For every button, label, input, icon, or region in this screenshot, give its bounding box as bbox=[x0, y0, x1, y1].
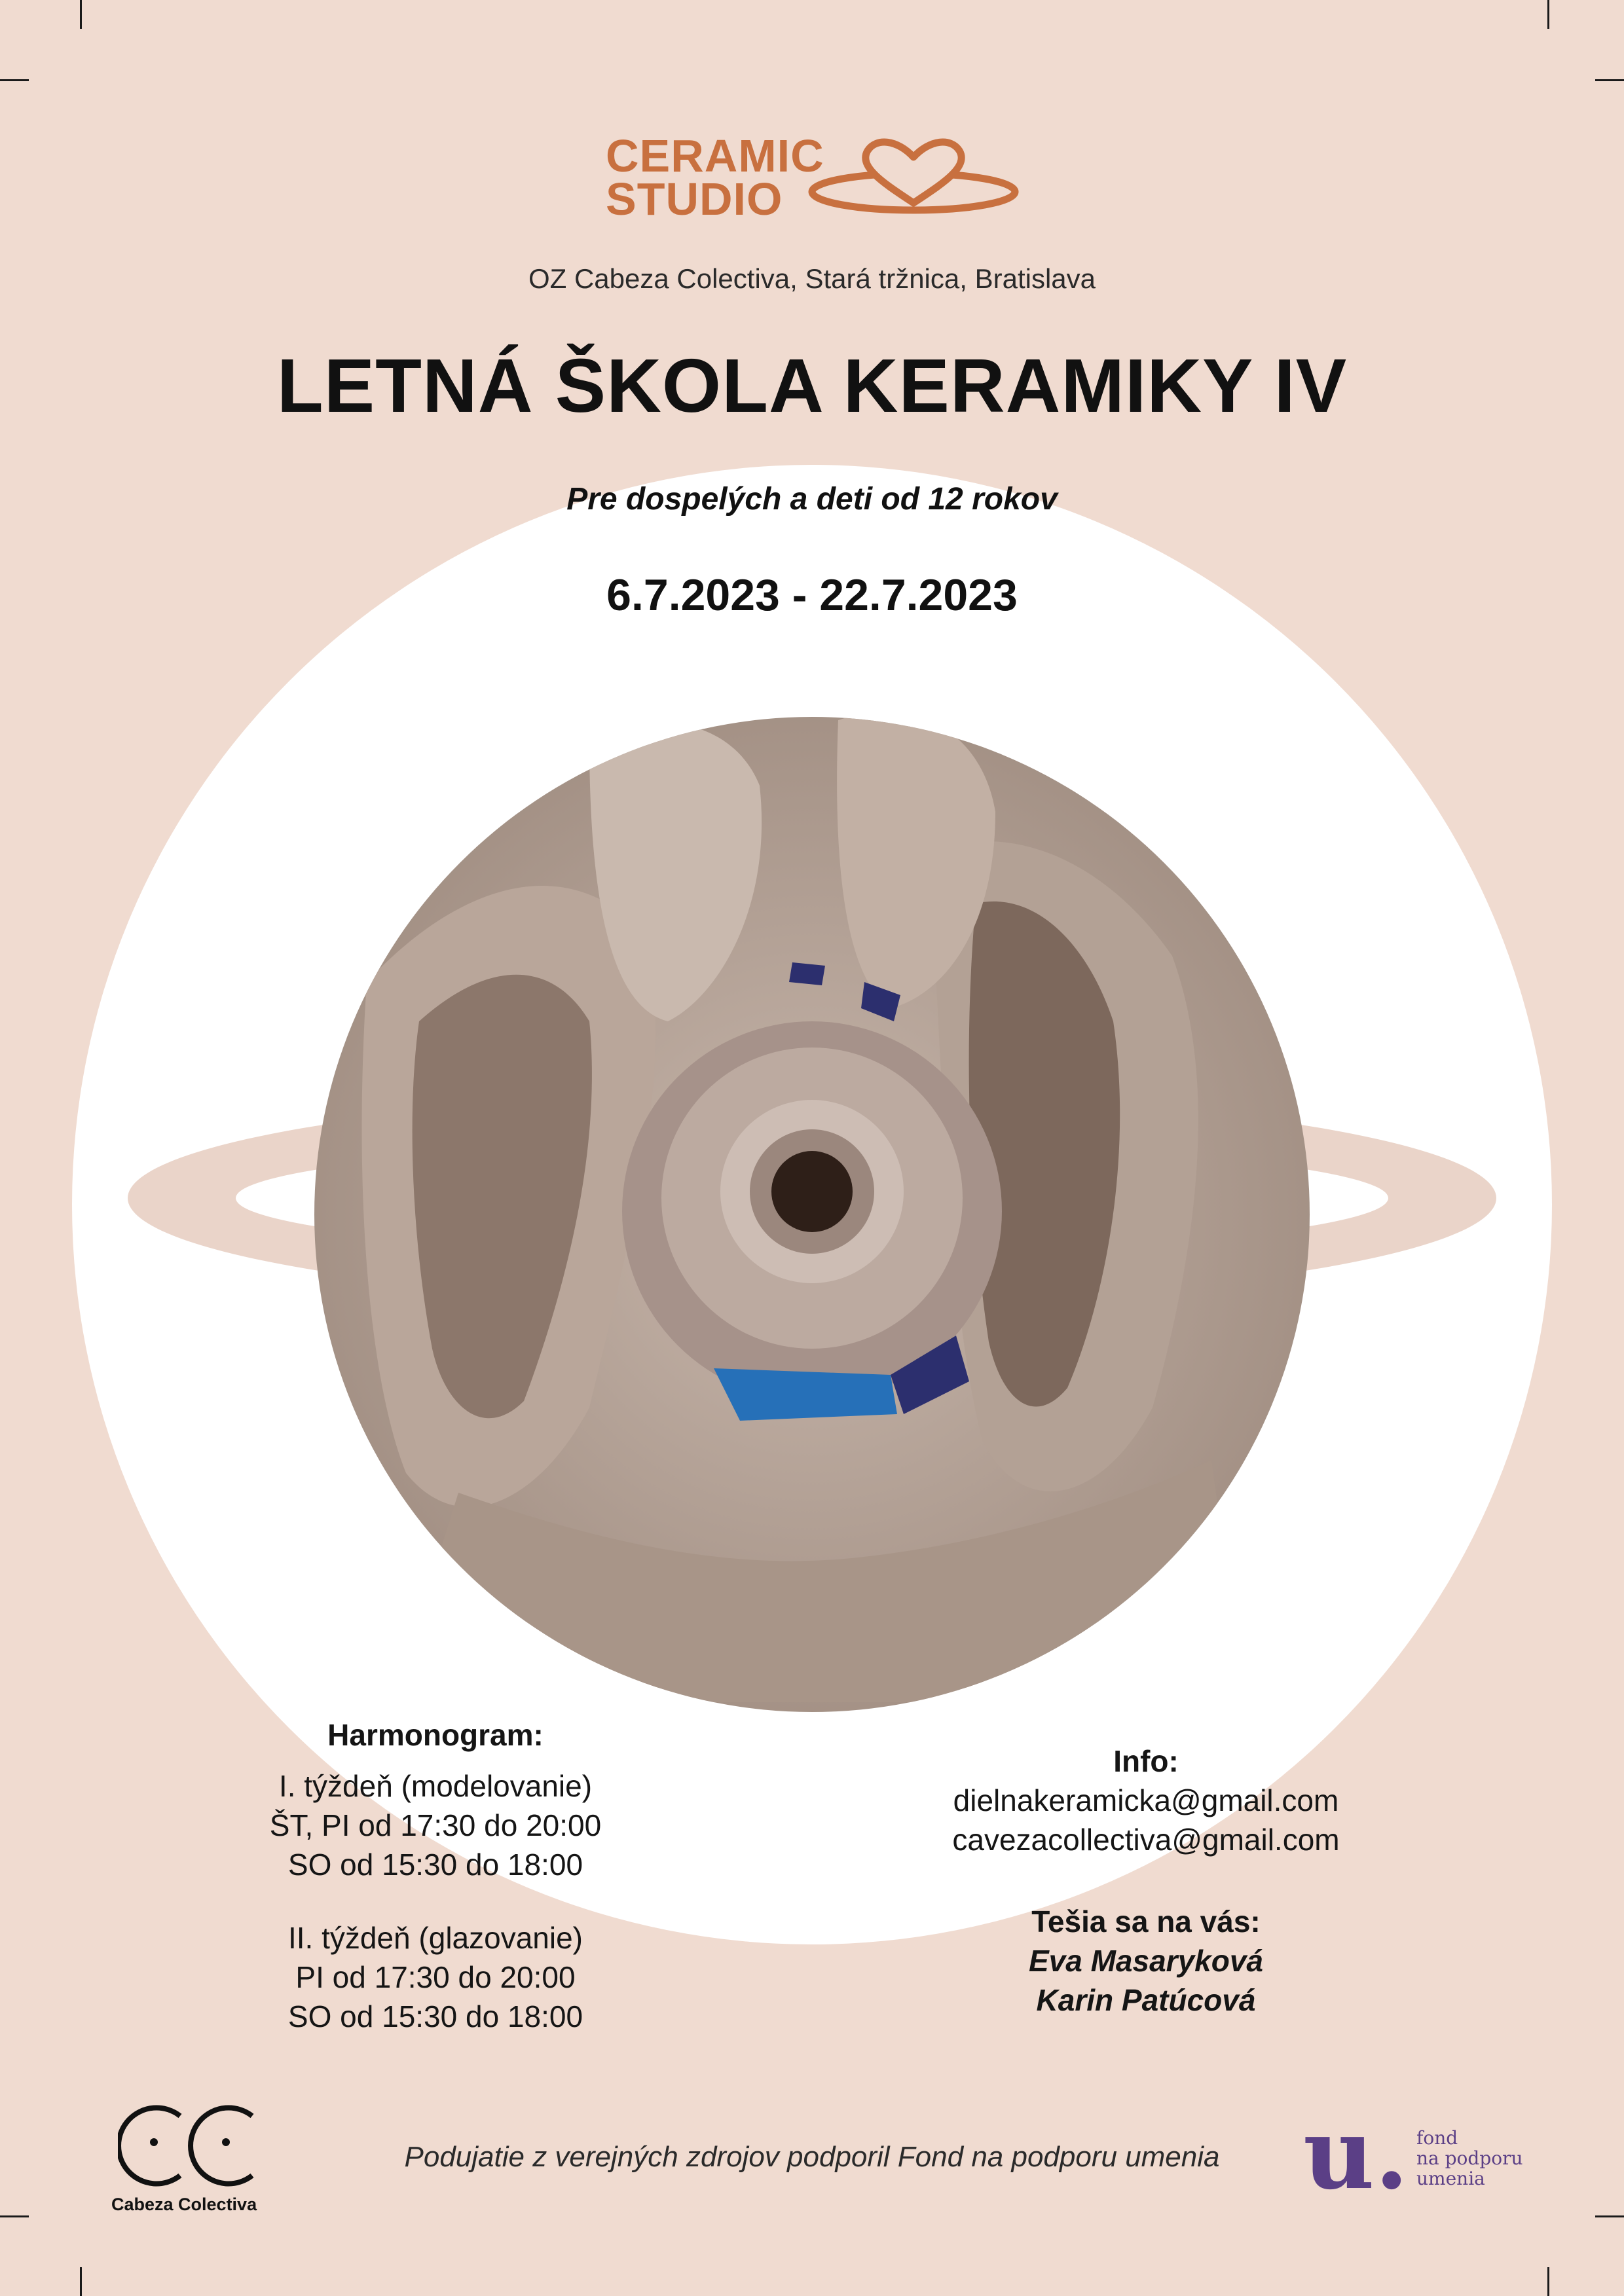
event-dates: 6.7.2023 - 22.7.2023 bbox=[606, 570, 1018, 620]
fund-line-3: umenia bbox=[1416, 2168, 1485, 2189]
info-email-1[interactable]: dielnakeramicka@gmail.com bbox=[953, 1783, 1339, 1817]
host-name-1: Eva Masaryková bbox=[1028, 1944, 1264, 1978]
support-text: Podujatie z verejných zdrojov podporil Fond na podporu umenia bbox=[404, 2141, 1220, 2173]
week1-line1: ŠT, PI od 17:30 do 20:00 bbox=[269, 1808, 602, 1842]
cabeza-colectiva-label: Cabeza Colectiva bbox=[111, 2195, 257, 2214]
organizer-line: OZ Cabeza Colectiva, Stará tržnica, Bratislava bbox=[528, 263, 1096, 294]
host-name-2: Karin Patúcová bbox=[1036, 1983, 1256, 2017]
ceramic-studio-logo bbox=[606, 130, 824, 225]
fund-logo-mark: u. bbox=[1303, 2096, 1409, 2212]
info-block bbox=[917, 1741, 1375, 1859]
week2-line1: PI od 17:30 do 20:00 bbox=[295, 1960, 576, 1994]
fund-line-2: na podporu bbox=[1416, 2147, 1523, 2169]
page-title: LETNÁ ŠKOLA KERAMIKY IV bbox=[276, 343, 1348, 428]
fund-logo-text bbox=[1416, 2128, 1523, 2189]
logo-line-2: STUDIO bbox=[606, 173, 783, 225]
hosts-heading: Tešia sa na vás: bbox=[1031, 1904, 1261, 1939]
info-heading: Info: bbox=[1113, 1744, 1179, 1778]
logo-line-1: CERAMIC bbox=[606, 130, 824, 181]
week1-line2: SO od 15:30 do 18:00 bbox=[287, 1848, 583, 1882]
fund-line-1: fond bbox=[1416, 2127, 1458, 2149]
hosts-block bbox=[950, 1902, 1342, 2020]
heart-on-wheel-icon bbox=[805, 134, 1022, 219]
cabeza-colectiva-logo bbox=[118, 2102, 262, 2190]
info-email-2[interactable]: cavezacollectiva@gmail.com bbox=[952, 1823, 1340, 1857]
week1-label: I. týždeň (modelovanie) bbox=[278, 1769, 593, 1803]
week2-label: II. týždeň (glazovanie) bbox=[287, 1921, 583, 1955]
schedule-block bbox=[236, 1715, 635, 2036]
schedule-heading: Harmonogram: bbox=[327, 1718, 544, 1752]
week2-line2: SO od 15:30 do 18:00 bbox=[287, 1999, 583, 2033]
audience-line: Pre dospelých a deti od 12 rokov bbox=[566, 482, 1058, 517]
